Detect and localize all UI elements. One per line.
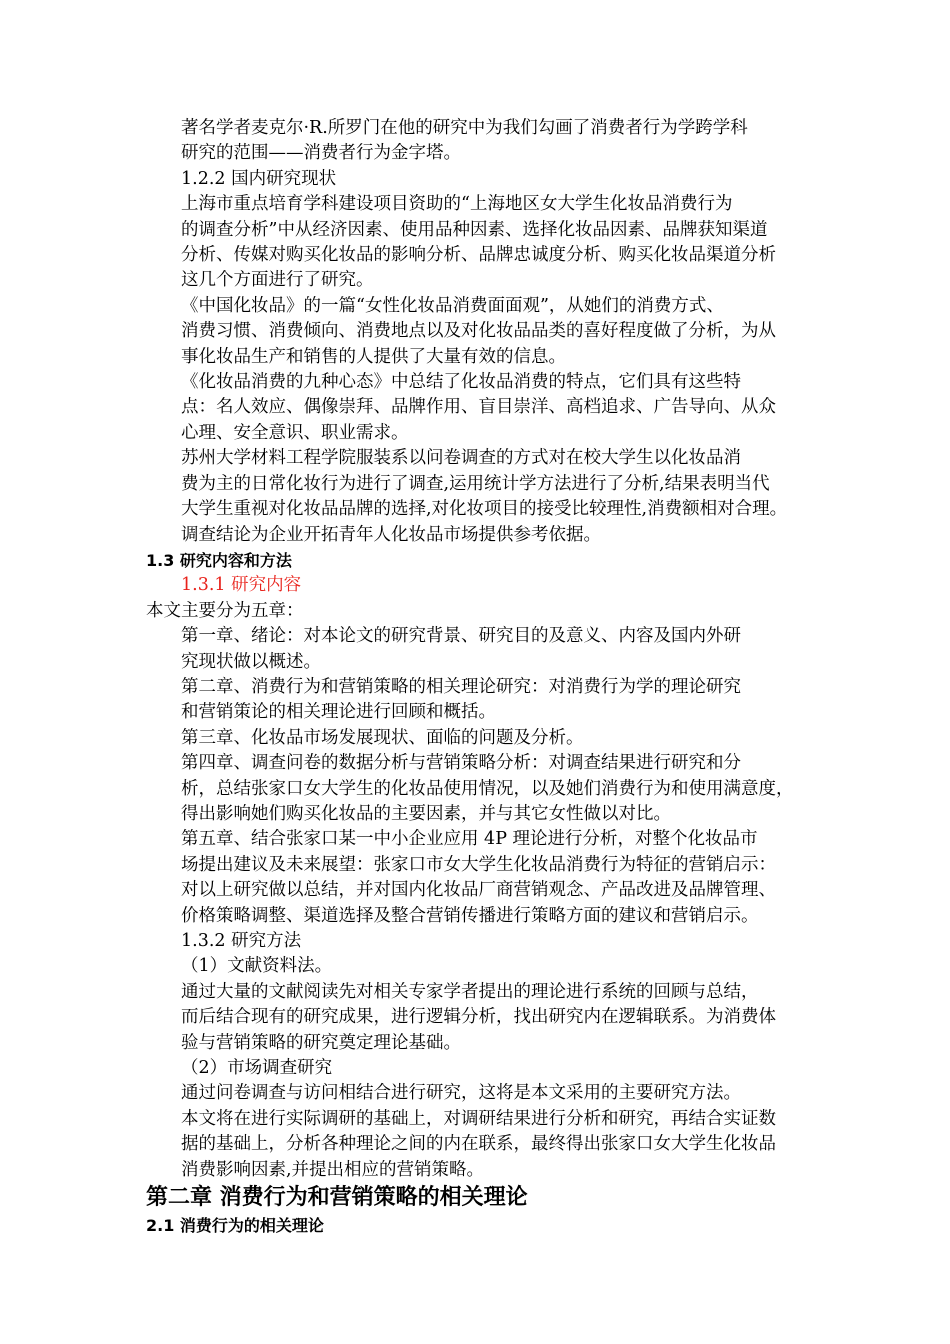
text-line: 研究的范围——消费者行为金字塔。 <box>181 143 461 164</box>
text-line: 事化妆品生产和销售的人提供了大量有效的信息。 <box>181 346 566 367</box>
text-line: 第一章、绪论：对本论文的研究背景、研究目的及意义、内容及国内外研 <box>181 626 741 647</box>
chapter-heading: 第二章 消费行为和营销策略的相关理论 <box>146 1185 528 1211</box>
text-line: 通过大量的文献阅读先对相关专家学者提出的理论进行系统的回顾与总结， <box>181 981 759 1002</box>
paragraph <box>146 294 818 370</box>
text-line: 通过问卷调查与访问相结合进行研究，这将是本文采用的主要研究方法。 <box>181 1083 741 1104</box>
text-line: 得出影响她们购买化妆品的主要因素，并与其它女性做以对比。 <box>181 803 671 824</box>
text-line: （2）市场调查研究 <box>181 1058 333 1079</box>
text-line: 对以上研究做以总结，并对国内化妆品厂商营销观念、产品改进及品牌管理、 <box>181 880 776 901</box>
text-line: 消费习惯、消费倾向、消费地点以及对化妆品品类的喜好程度做了分析，为从 <box>181 321 776 342</box>
paragraph <box>146 827 818 929</box>
section-heading: 1.3 研究内容和方法 <box>146 550 292 570</box>
paragraph <box>146 624 818 675</box>
text-line: 第二章、消费行为和营销策略的相关理论研究：对消费行为学的理论研究 <box>181 676 741 697</box>
paragraph <box>146 370 818 446</box>
paragraph <box>146 446 818 548</box>
text-line: 著名学者麦克尔·R.所罗门在他的研究中为我们勾画了消费者行为学跨学科 <box>181 118 748 138</box>
text-line: 验与营销策略的研究奠定理论基础。 <box>181 1032 461 1053</box>
text-line: 和营销策论的相关理论进行回顾和概括。 <box>181 702 496 723</box>
text-line: 分析、传媒对购买化妆品的影响分析、品牌忠诚度分析、购买化妆品渠道分析 <box>181 245 776 266</box>
text-line: 这几个方面进行了研究。 <box>181 270 374 291</box>
text-line: 析，总结张家口女大学生的化妆品使用情况，以及她们消费行为和使用满意度， <box>181 778 794 799</box>
paragraph <box>146 675 818 726</box>
text-line: 大学生重视对化妆品品牌的选择,对化妆项目的接受比较理性,消费额相对合理。 <box>181 499 788 520</box>
text-line: 上海市重点培育学科建设项目资助的“上海地区女大学生化妆品消费行为 <box>181 194 733 215</box>
text-line: 究现状做以概述。 <box>181 651 321 672</box>
paragraph <box>146 1081 818 1183</box>
text-line: （1）文献资料法。 <box>181 956 333 977</box>
text-line: 费为主的日常化妆行为进行了调查,运用统计学方法进行了分析,结果表明当代 <box>181 473 770 494</box>
text-line: 而后结合现有的研究成果，进行逻辑分析，找出研究内在逻辑联系。为消费体 <box>181 1007 776 1028</box>
text-line: 点：名人效应、偶像崇拜、品牌作用、盲目崇洋、高档追求、广告导向、从众 <box>181 397 776 418</box>
subsection-heading: 1.3.1 研究内容 <box>181 575 302 596</box>
text-line: 《化妆品消费的九种心态》中总结了化妆品消费的特点，它们具有这些特 <box>181 372 741 393</box>
text-line: 本文将在进行实际调研的基础上，对调研结果进行分析和研究，再结合实证数 <box>181 1108 776 1129</box>
text-line: 第四章、调查问卷的数据分析与营销策略分析：对调查结果进行研究和分 <box>181 753 741 774</box>
text-line: 场提出建议及未来展望：张家口市女大学生化妆品消费行为特征的营销启示： <box>181 854 776 875</box>
text-line: 第三章、化妆品市场发展现状、面临的问题及分析。 <box>181 727 584 748</box>
text-line: 苏州大学材料工程学院服装系以问卷调查的方式对在校大学生以化妆品消 <box>181 448 741 469</box>
paragraph <box>146 726 818 751</box>
text-line: 《中国化妆品》的一篇“女性化妆品消费面面观”，从她们的消费方式、 <box>181 295 724 316</box>
text-line: 第五章、结合张家口某一中小企业应用 4P 理论进行分析，对整个化妆品市 <box>181 829 758 850</box>
paragraph <box>146 192 818 294</box>
text-line: 价格策略调整、渠道选择及整合营销传播进行策略方面的建议和营销启示。 <box>181 905 759 926</box>
section-heading: 2.1 消费行为的相关理论 <box>146 1216 324 1236</box>
document-page <box>146 116 818 1238</box>
paragraph <box>146 980 818 1056</box>
text-line: 消费影响因素,并提出相应的营销策略。 <box>181 1159 485 1180</box>
text-line: 据的基础上，分析各种理论之间的内在联系，最终得出张家口女大学生化妆品 <box>181 1134 776 1155</box>
text-line: 的调查分析”中从经济因素、使用品种因素、选择化妆品因素、品牌获知渠道 <box>181 219 768 240</box>
text-line: 本文主要分为五章： <box>146 600 304 621</box>
paragraph <box>146 751 818 827</box>
text-line: 心理、安全意识、职业需求。 <box>181 422 409 443</box>
paragraph <box>146 599 818 624</box>
subsection-heading: 1.3.2 研究方法 <box>181 931 302 951</box>
paragraph <box>146 1056 818 1081</box>
subsection-heading: 1.2.2 国内研究现状 <box>181 168 337 189</box>
text-line: 调查结论为企业开拓青年人化妆品市场提供参考依据。 <box>181 524 601 545</box>
paragraph <box>146 954 818 979</box>
paragraph <box>146 116 818 167</box>
